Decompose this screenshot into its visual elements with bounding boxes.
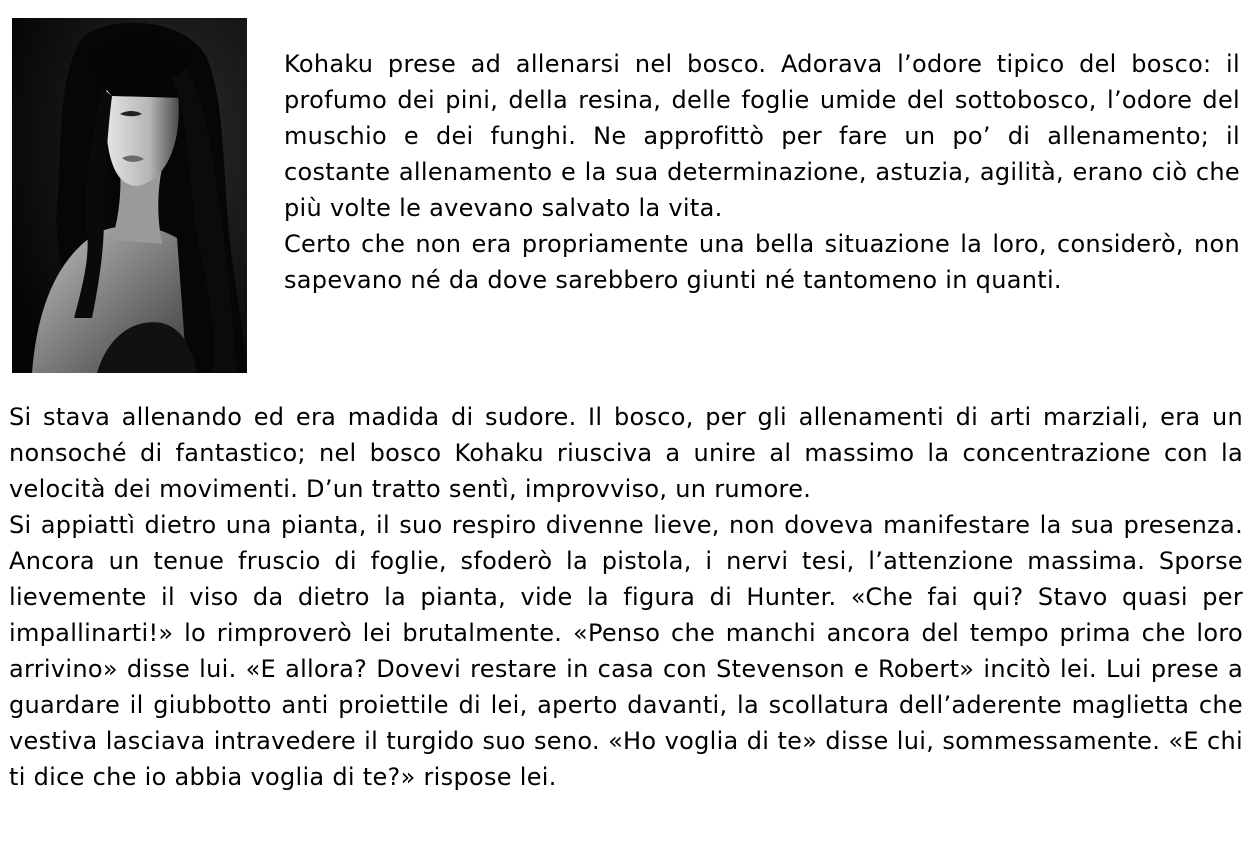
body-text-column xyxy=(9,399,1243,795)
portrait-photo-icon xyxy=(12,18,247,373)
body-paragraph: Si stava allenando ed era madida di sudore. Il bosco, per gli allenamenti di arti marziali, era un nonsoché di fantastico; nel bosco Kohaku riusciva a unire al massimo la concentrazione con la velocità dei movimenti. D’un tratto sentì, improvviso, un rumore. xyxy=(9,403,1243,503)
portrait-photo xyxy=(12,18,247,373)
side-text-column xyxy=(284,46,1240,298)
body-paragraph: Si appiattì dietro una pianta, il suo respiro divenne lieve, non doveva manifestare la sua presenza. Ancora un tenue fruscio di foglie, sfoderò la pistola, i nervi tesi, l’attenzione massima. Sporse lievemente il viso da dietro la pianta, vide la figura di Hunter. «Che fai qui? Stavo quasi per impallinarti!» lo rimproverò lei brutalmente. «Penso che manchi ancora del tempo prima che loro arrivino» disse lui. «E allora? Dovevi restare in casa con Stevenson e Robert» incitò lei. Lui prese a guardare il giubbotto anti proiettile di lei, aperto davanti, la scollatura dell’aderente maglietta che vestiva lasciava intravedere il turgido suo seno. «Ho voglia di te» disse lui, sommessamente. «E chi ti dice che io abbia voglia di te?» rispose lei. xyxy=(9,511,1243,791)
side-paragraph: Kohaku prese ad allenarsi nel bosco. Adorava l’odore tipico del bosco: il profumo dei pini, della resina, delle foglie umide del sottobosco, l’odore del muschio e dei funghi. Ne approfittò per fare un po’ di allenamento; il costante allenamento e la sua determinazione, astuzia, agilità, erano ciò che più volte le avevano salvato la vita. xyxy=(284,50,1240,222)
side-paragraph: Certo che non era propriamente una bella situazione la loro, considerò, non sapevano né da dove sarebbero giunti né tantomeno in quanti. xyxy=(284,230,1240,294)
